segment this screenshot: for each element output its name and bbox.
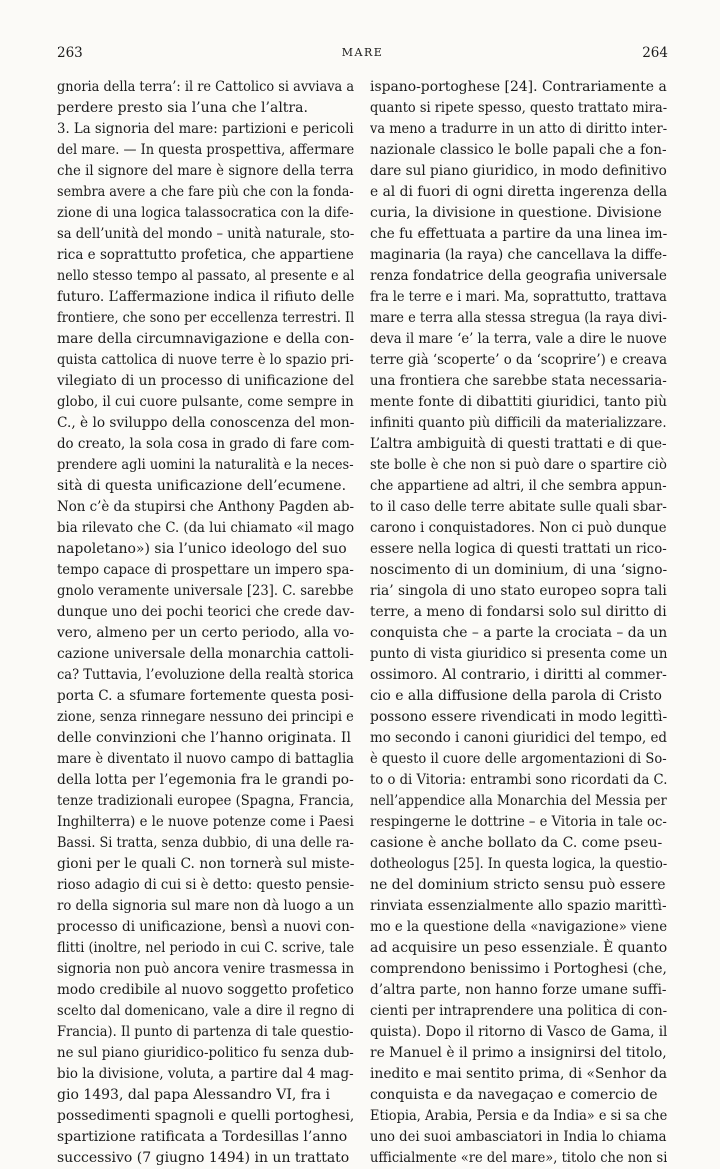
text-line: ossimoro. Al contrario, i diritti al commer- [370, 667, 667, 683]
text-line: deva il mare ‘e’ la terra, vale a dire le nuove [370, 331, 667, 347]
text-line: do creato, la sola cosa in grado di fare com- [57, 436, 354, 452]
text-line: comprendono benissimo i Portoghesi (che, [370, 961, 667, 977]
text-line: vero, almeno per un certo periodo, alla vo- [57, 625, 354, 641]
text-line: carono i conquistadores. Non ci può dunque [370, 520, 667, 536]
text-line: curia, la divisione in questione. Divisione [370, 205, 662, 221]
text-line: è questo il cuore delle argomentazioni di So- [370, 751, 667, 767]
text-line: ad acquisire un peso essenziale. È quanto [370, 940, 667, 956]
text-line: Etiopia, Arabia, Persia e da India» e si sa che [370, 1108, 667, 1124]
text-line: quista). Dopo il ritorno di Vasco de Gama, il [370, 1024, 667, 1040]
text-line: mente fonte di dibattiti giuridici, tanto più [370, 394, 667, 410]
text-line: signoria non può ancora venire trasmessa in [57, 961, 354, 977]
text-line: fra le terre e i mari. Ma, soprattutto, trattava [370, 289, 667, 305]
text-line: ne sul piano giuridico-politico fu senza dub- [57, 1045, 354, 1061]
text-line: Bassi. Si tratta, senza dubbio, di una delle ra- [57, 835, 354, 851]
text-line: cienti per intraprendere una politica di con- [370, 1003, 667, 1019]
text-line: dotheologus [25]. In questa logica, la questio- [370, 856, 667, 872]
text-line: sa dell’unità del mondo – unità naturale, sto- [57, 226, 354, 242]
text-line: bia rilevato che C. (da lui chiamato «il mago [57, 520, 354, 536]
text-line: nell’appendice alla Monarchia del Messia per [370, 793, 667, 809]
running-title: MARE [341, 46, 384, 59]
text-line: una frontiera che sarebbe stata necessaria- [370, 373, 667, 389]
text-line: dunque uno dei pochi teorici che crede dav- [57, 604, 354, 620]
text-line: mare della circumnavigazione e della con- [57, 331, 354, 347]
text-line: rica e soprattutto profetica, che appartiene [57, 247, 354, 263]
text-line: mare è diventato il nuovo campo di battaglia [57, 751, 354, 767]
text-line: cazione universale della monarchia cattoli- [57, 646, 354, 662]
text-line: ria’ singola di uno stato europeo sopra tali [370, 583, 667, 599]
text-line: uno dei suoi ambasciatori in India lo chiama [370, 1129, 667, 1145]
text-line: processo di unificazione, bensì a nuovi con- [57, 919, 354, 935]
text-line: respingerne le dottrine – e Vitoria in tale oc- [370, 814, 667, 830]
text-line: conquista e da navegaçao e comercio de [370, 1087, 658, 1103]
text-line: delle convinzioni che l’hanno originata. Il [57, 730, 351, 746]
text-line: possedimenti spagnoli e quelli portoghesi, [57, 1108, 354, 1124]
text-line: scelto dal domenicano, vale a dire il regno di [57, 1003, 354, 1019]
text-line: tenze tradizionali europee (Spagna, Francia, [57, 793, 354, 809]
text-line: gnolo veramente universale [23]. C. sarebbe [57, 583, 354, 599]
text-line: della lotta per l’egemonia fra le grandi po- [57, 772, 354, 788]
text-line: globo, il cui cuore pulsante, come sempre in [57, 394, 354, 410]
text-line: punto di vista giuridico si presenta come un [370, 646, 667, 662]
text-line: 3. La signoria del mare: partizioni e pericoli [57, 121, 354, 137]
text-line: quista cattolica di nuove terre è lo spazio pri- [57, 352, 354, 368]
text-line: cio e alla diffusione della parola di Cristo [370, 688, 662, 704]
text-line: flitti (inoltre, nel periodo in cui C. scrive, tale [57, 940, 354, 956]
text-line: futuro. L’affermazione indica il rifiuto delle [57, 289, 354, 305]
text-line: rioso adagio di cui si è detto: questo pensie- [57, 877, 354, 893]
text-line: d’altra parte, non hanno forze umane suffi- [370, 982, 667, 998]
text-line: ro della signoria sul mare non dà luogo a un [57, 898, 354, 914]
text-line: va meno a tradurre in un atto di diritto inter- [370, 121, 667, 137]
text-line: nello stesso tempo al passato, al presente e al [57, 268, 354, 284]
text-line: possono essere rivendicati in modo legittì- [370, 709, 667, 725]
text-line: gio 1493, dal papa Alessandro VI, fra i [57, 1087, 330, 1103]
text-line: re Manuel è il primo a insignirsi del titolo, [370, 1045, 667, 1061]
text-line: tempo capace di prospettare un impero spa- [57, 562, 354, 578]
text-line: vilegiato di un processo di unificazione del [57, 373, 354, 389]
text-line: terre, a meno di fondarsi solo sul diritto di [370, 604, 667, 620]
text-line: sità di questa unificazione dell’ecumene. [57, 478, 347, 494]
text-line: maginaria (la raya) che cancellava la diffe- [370, 247, 667, 263]
text-line: infiniti quanto più difficili da materializzare. [370, 415, 667, 431]
text-line: conquista che – a parte la crociata – da un [370, 625, 667, 641]
text-line: e al di fuori di ogni diretta ingerenza della [370, 184, 667, 200]
text-line: Non c’è da stupirsi che Anthony Pagden ab- [57, 499, 354, 515]
text-line: ca? Tuttavia, l’evoluzione della realtà storica [57, 667, 354, 683]
text-line: bio la divisione, voluta, a partire dal 4 mag- [57, 1066, 354, 1082]
text-line: gioni per le quali C. non tornerà sul miste- [57, 856, 354, 872]
text-line: napoletano») sia l’unico ideologo del suo [57, 541, 347, 557]
text-line: to il caso delle terre abitate sulle quali sbar- [370, 499, 667, 515]
text-line: del mare. — In questa prospettiva, affermare [57, 142, 354, 158]
text-line: successivo (7 giugno 1494) in un trattato [57, 1150, 350, 1166]
text-line: che fu effettuata a partire da una linea im- [370, 226, 667, 242]
text-line: to o di Vitoria: entrambi sono ricordati da C. [370, 772, 667, 788]
text-line: renza fondatrice della geografia universale [370, 268, 667, 284]
text-line: Inghilterra) e le nuove potenze come i Paesi [57, 814, 354, 830]
text-line: prendere agli uomini la naturalità e la neces- [57, 457, 354, 473]
text-line: mo secondo i canoni giuridici del tempo, ed [370, 730, 667, 746]
text-line: porta C. a sfumare fortemente questa posi- [57, 688, 354, 704]
text-line: casione è anche bollato da C. come pseu- [370, 835, 663, 851]
text-line: dare sul piano giuridico, in modo definitivo [370, 163, 667, 179]
text-line: quanto si ripete spesso, questo trattato mira- [370, 100, 667, 116]
right-text-column [370, 77, 667, 1169]
text-line: ufficialmente «re del mare», titolo che non si [370, 1150, 667, 1166]
text-line: Francia). Il punto di partenza di tale questio- [57, 1024, 354, 1040]
text-line: C., è lo sviluppo della conoscenza del mon- [57, 415, 354, 431]
text-line: zione di una logica talassocratica con la dife- [57, 205, 354, 221]
text-line: modo credibile al nuovo soggetto profetico [57, 982, 354, 998]
text-line: L’altra ambiguità di questi trattati e di que- [370, 436, 667, 452]
text-line: spartizione ratificata a Tordesillas l’anno [57, 1129, 348, 1145]
text-line: ste bolle è che non si può dare o spartire ciò [370, 457, 667, 473]
text-line: sembra avere a che fare più che con la fonda- [57, 184, 354, 200]
text-line: noscimento di un dominium, di una ‘signo- [370, 562, 667, 578]
page-number-right: 264 [642, 45, 668, 61]
text-line: frontiere, che sono per eccellenza terrestri. Il [57, 310, 354, 326]
text-line: perdere presto sia l’una che l’altra. [57, 100, 308, 116]
text-line: che il signore del mare è signore della terra [57, 163, 354, 179]
text-line: gnoria della terra’: il re Cattolico si avviava a [57, 79, 354, 95]
text-line: zione, senza rinnegare nessuno dei principi e [57, 709, 354, 725]
running-head [57, 45, 668, 63]
text-line: che appartiene ad altri, il che sembra appun- [370, 478, 667, 494]
text-line: mo e la questione della «navigazione» viene [370, 919, 667, 935]
text-line: nazionale classico le bolle papali che a fon- [370, 142, 667, 158]
text-line: terre già ‘scoperte’ o da ‘scoprire’) e creava [370, 352, 667, 368]
text-line: mare e terra alla stessa stregua (la raya divi- [370, 310, 667, 326]
text-line: ne del dominium stricto sensu può essere [370, 877, 666, 893]
left-text-column [57, 77, 354, 1169]
text-line: essere nella logica di questi trattati un rico- [370, 541, 667, 557]
text-line: ispano-portoghese [24]. Contrariamente a [370, 79, 667, 95]
page-number-left: 263 [57, 45, 83, 61]
text-line: inedito e mai sentito prima, di «Senhor da [370, 1066, 667, 1082]
text-line: rinviata essenzialmente allo spazio marittì- [370, 898, 667, 914]
